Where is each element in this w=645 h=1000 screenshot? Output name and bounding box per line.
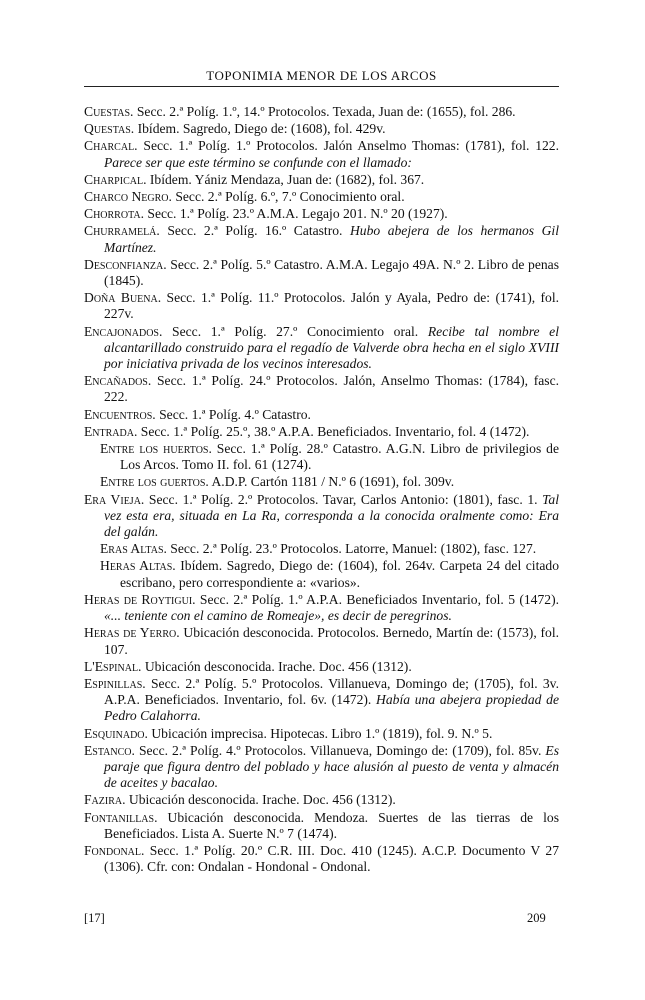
entry-note: Había una abejera propiedad de Pedro Calahorra. xyxy=(104,692,559,724)
entry-headword: Fondonal. xyxy=(84,842,145,858)
entry xyxy=(84,743,559,792)
entry xyxy=(84,206,559,222)
entry xyxy=(84,424,559,440)
entry-list xyxy=(84,104,559,876)
entry-text: Secc. 1.ª Políg. 23.º A.M.A. Legajo 201. N.º 20 (1927). xyxy=(144,206,448,222)
entry-headword: Doña Buena. xyxy=(84,290,162,306)
entry-headword: Heras de Roytigui. xyxy=(84,591,196,607)
entry-text: Secc. 1.ª Políg. 11.º Protocolos. Jalón y Ayala, Pedro de: (1741), fol. 227v. xyxy=(104,290,560,322)
entry-headword: Estanco. xyxy=(84,742,135,758)
entry-text: Ubicación desconocida. Mendoza. Suertes de las tierras de los Beneficiados. Lista A. Suerte N.º 7 (1474). xyxy=(104,809,559,841)
entry-text: Ubicación imprecisa. Hipotecas. Libro 1.º (1819), fol. 9. N.º 5. xyxy=(147,725,493,741)
entry-headword: Heras Altas. xyxy=(100,558,176,574)
entry xyxy=(84,625,559,657)
entry-text: Secc. 2.ª Políg. 1.º A.P.A. Beneficiados Inventario, fol. 5 (1472). xyxy=(195,591,559,607)
entry-headword: Fazira. xyxy=(84,792,126,808)
entry-headword: Desconfianza. xyxy=(84,256,167,272)
entry-text: Ubicación desconocida. Irache. Doc. 456 (1312). xyxy=(141,658,412,674)
entry-text: Secc. 2.ª Políg. 4.º Protocolos. Villanueva, Domingo de: (1709), fol. 85v. xyxy=(134,742,546,758)
folio-left: [17] xyxy=(84,911,105,925)
page-number: 209 xyxy=(527,911,546,925)
entry-text: Ubicación desconocida. Irache. Doc. 456 (1312). xyxy=(125,792,396,808)
entry-text: A.D.P. Cartón 1181 / N.º 6 (1691), fol. 309v. xyxy=(208,474,455,490)
running-head: TOPONIMIA MENOR DE LOS ARCOS xyxy=(206,68,437,83)
entry-headword: Churramelá. xyxy=(84,223,160,239)
entry xyxy=(84,592,559,624)
entry-headword: Charcal. xyxy=(84,138,138,154)
entry-text: Secc. 1.ª Políg. 24.º Protocolos. Jalón, Anselmo Thomas: (1784), fasc. 222. xyxy=(104,373,559,405)
entry-text: Ibídem. Sagredo, Diego de: (1608), fol. 429v. xyxy=(134,121,386,137)
entry xyxy=(84,189,559,205)
entry-text: Secc. 2.ª Políg. 5.º Protocolos. Villanueva, Domingo de; (1705), fol. 3v. A.P.A. Beneficiados. Inventario, fol. 6v. (1472). xyxy=(104,675,559,708)
entry-text: Secc. 1.ª Políg. 28.º Catastro. A.G.N. Libro de privilegios de Los Arcos. Tomo II. fol. 61 (1274). xyxy=(120,441,559,473)
entry xyxy=(100,474,559,490)
entry-text: Ibídem. Sagredo, Diego de: (1604), fol. 264v. Carpeta 24 del citado escribano, pero correspondiente a: «varios». xyxy=(120,558,559,590)
entry-note: Parece ser que este término se confunde con el llamado: xyxy=(104,154,412,170)
entry-text: Secc. 2.ª Políg. 16.º Catastro. xyxy=(159,223,350,239)
entry xyxy=(84,726,559,742)
entry-headword: Charpical. xyxy=(84,171,147,187)
entry-text: Secc. 1.ª Políg. 1.º Protocolos. Jalón Anselmo Thomas: (1781), fol. 122. xyxy=(137,138,559,154)
entry-text: Secc. 1.ª Políg. 27.º Conocimiento oral. xyxy=(162,323,428,339)
entry-text: Secc. 2.ª Políg. 1.º, 14.º Protocolos. Texada, Juan de: (1655), fol. 286. xyxy=(133,104,516,119)
entry-headword: Entrada. xyxy=(84,423,138,439)
head-rule xyxy=(84,86,559,87)
entry-headword: Encuentros. xyxy=(84,406,156,422)
entry-headword: Encañados. xyxy=(84,373,152,389)
entry-headword: L'Espinal. xyxy=(84,658,142,674)
entry xyxy=(84,792,559,808)
entry xyxy=(100,558,559,590)
entry-headword: Eras Altas. xyxy=(100,541,167,557)
entry-headword: Esquinado. xyxy=(84,725,148,741)
entry xyxy=(84,843,559,875)
entry-headword: Era Vieja. xyxy=(84,491,145,507)
entry xyxy=(84,676,559,725)
entry-headword: Fontanillas. xyxy=(84,809,158,825)
entry xyxy=(84,257,559,289)
entry xyxy=(100,541,559,557)
entry xyxy=(84,121,559,137)
entry-note: Recibe tal nombre el alcantarillado construido para el regadío de Valverde obra hecha en el siglo XVIII por iniciativa privada de los vecinos interesados. xyxy=(104,323,559,372)
entry-headword: Entre los huertos. xyxy=(100,441,212,457)
entry-note: Tal vez esta era, situada en La Ra, corresponda a la conocida oralmente como: Era del galán. xyxy=(104,491,559,540)
entry-text: Secc. 1.ª Políg. 20.º C.R. III. Doc. 410 (1245). A.C.P. Documento V 27 (1306). Cfr. con: Ondalan - Hondonal - Ondonal. xyxy=(104,842,559,875)
entry xyxy=(84,172,559,188)
entry-text: Secc. 1.ª Políg. 4.º Catastro. xyxy=(155,406,311,422)
entry-headword: Chorrota. xyxy=(84,206,144,222)
entry-text: Secc. 1.ª Políg. 2.º Protocolos. Tavar, Carlos Antonio: (1801), fasc. 1. xyxy=(144,491,543,507)
entry-note: «... teniente con el camino de Romeaje», es decir de peregrinos. xyxy=(104,608,452,624)
entry-text: Ubicación desconocida. Protocolos. Bernedo, Martín de: (1573), fol. 107. xyxy=(104,625,559,657)
entry-text: Secc. 1.ª Políg. 25.º, 38.º A.P.A. Beneficiados. Inventario, fol. 4 (1472). xyxy=(137,423,530,439)
entry xyxy=(84,324,559,373)
entry-text: Secc. 2.ª Políg. 6.º, 7.º Conocimiento oral. xyxy=(171,189,405,205)
entry-headword: Entre los guertos. xyxy=(100,474,209,490)
entry-text: Secc. 2.ª Políg. 23.º Protocolos. Latorre, Manuel: (1802), fasc. 127. xyxy=(166,541,537,557)
entry xyxy=(100,441,559,473)
entry xyxy=(84,373,559,405)
entry xyxy=(84,659,559,675)
entry xyxy=(84,104,559,120)
entry-headword: Espinillas. xyxy=(84,675,146,691)
entry xyxy=(84,407,559,423)
entry xyxy=(84,492,559,541)
entry-headword: Questas. xyxy=(84,121,135,137)
entry-text: Secc. 2.ª Políg. 5.º Catastro. A.M.A. Legajo 49A. N.º 2. Libro de penas (1845). xyxy=(104,256,559,289)
entry-headword: Cuestas. xyxy=(84,104,134,119)
entry-headword: Charco Negro. xyxy=(84,189,172,205)
entry-note: Hubo abejera de los hermanos Gil Martínez. xyxy=(104,223,559,255)
entry xyxy=(84,810,559,842)
entry xyxy=(84,290,559,322)
entry-headword: Encajonados. xyxy=(84,323,163,339)
entry-headword: Heras de Yerro. xyxy=(84,625,180,641)
entry xyxy=(84,223,559,255)
entry-text: Ibídem. Yániz Mendaza, Juan de: (1682), fol. 367. xyxy=(146,171,425,187)
entry xyxy=(84,138,559,170)
entry-note: Es paraje que figura dentro del poblado y hace alusión al puesto de venta y almacén de aceites y bacalao. xyxy=(104,742,559,791)
